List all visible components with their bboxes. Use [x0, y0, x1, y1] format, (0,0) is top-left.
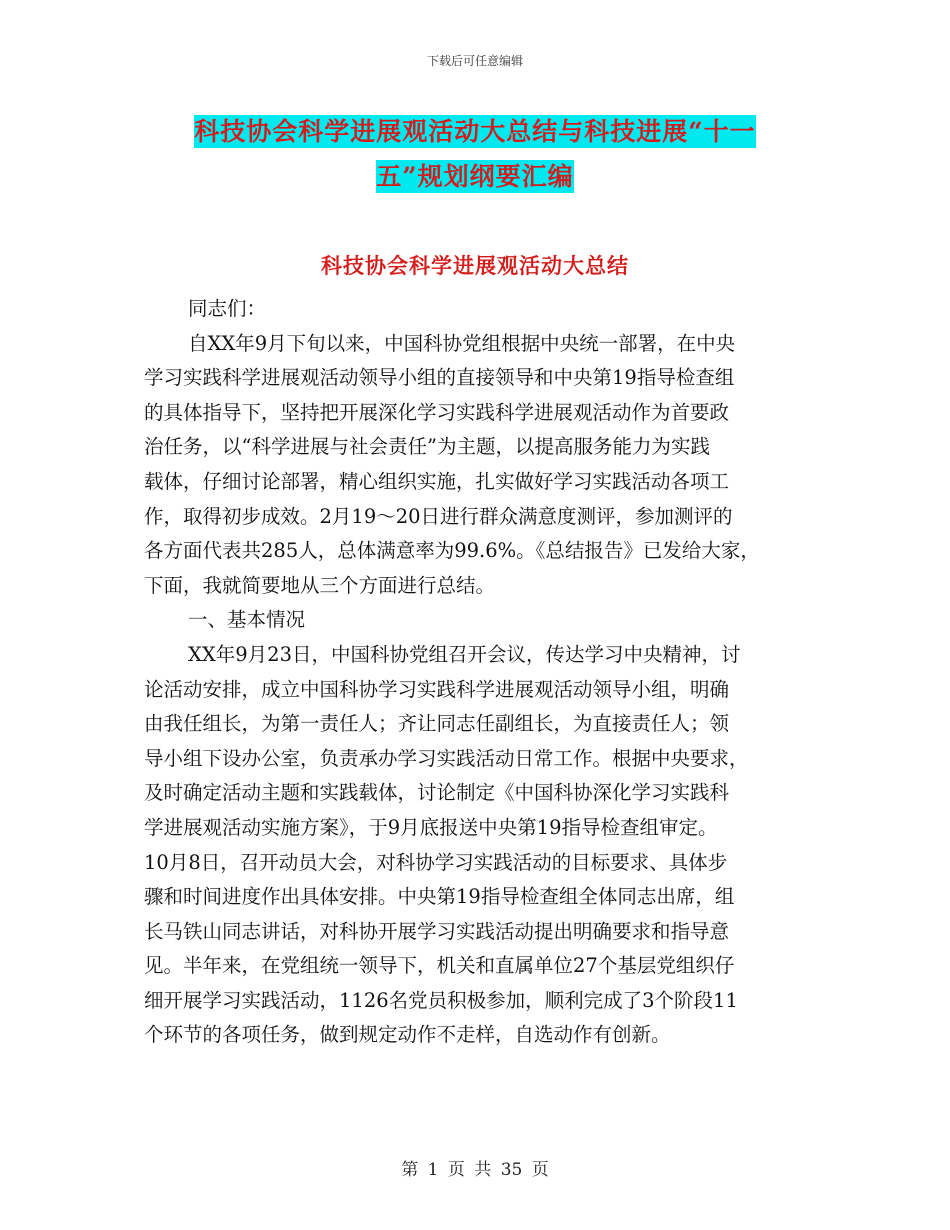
paragraph-line: 骤和时间进度作出具体安排。中央第19指导检查组全体同志出席，组	[144, 885, 735, 909]
paragraph-line: 论活动安排，成立中国科协学习实践科学进展观活动领导小组，明确	[144, 677, 730, 701]
paragraph-line: 下面，我就简要地从三个方面进行总结。	[144, 573, 496, 597]
paragraph-line: 同志们：	[188, 297, 267, 320]
main-title-line-1	[0, 112, 950, 148]
main-title-line-1-text: 科技协会科学进展观活动大总结与科技进展“十一	[194, 117, 756, 146]
main-title-line-2	[0, 157, 950, 193]
paragraph-line: 导小组下设办公室，负责承办学习实践活动日常工作。根据中央要求，	[144, 746, 749, 770]
paragraph-line: 一、基本情况	[188, 608, 306, 632]
section-title: 科技协会科学进展观活动大总结	[321, 253, 629, 278]
paragraph-line: 10月8日，召开动员大会，对科协学习实践活动的目标要求、具体步	[144, 850, 728, 874]
paragraph-line: 细开展学习实践活动，1126名党员积极参加，顺利完成了3个阶段11	[144, 988, 738, 1012]
paragraph-line: XX年9月23日，中国科协党组召开会议，传达学习中央精神，讨	[188, 642, 741, 666]
paragraph-line: 载体，仔细讨论部署，精心组织实施，扎实做好学习实践活动各项工	[144, 469, 730, 493]
paragraph-line: 及时确定活动主题和实践载体，讨论制定《中国科协深化学习实践科	[144, 781, 730, 805]
paragraph-line: 治任务，以“科学进展与社会责任”为主题，以提高服务能力为实践	[144, 435, 710, 459]
paragraph-line: 各方面代表共285人，总体满意率为99.6%。《总结报告》已发给大家，	[144, 539, 760, 563]
paragraph-line: 见。半年来，在党组统一领导下，机关和直属单位27个基层党组织仔	[144, 954, 735, 978]
page-number-footer: 第 1 页 共 35 页	[401, 1160, 549, 1180]
main-title-line-2-text: 五”规划纲要汇编	[376, 162, 574, 191]
paragraph-line: 学进展观活动实施方案》，于9月底报送中央第19指导检查组审定。	[144, 815, 718, 839]
paragraph-line: 由我任组长，为第一责任人；齐让同志任副组长，为直接责任人；领	[144, 712, 730, 736]
body-text	[144, 292, 834, 1053]
paragraph-line: 长马铁山同志讲话，对科协开展学习实践活动提出明确要求和指导意	[144, 919, 730, 943]
paragraph-line: 学习实践科学进展观活动领导小组的直接领导和中央第19指导检查组	[144, 366, 735, 390]
header-note: 下载后可任意编辑	[426, 54, 523, 68]
paragraph-line: 自XX年9月下旬以来，中国科协党组根据中央统一部署，在中央	[188, 331, 736, 355]
paragraph-line: 个环节的各项任务，做到规定动作不走样，自选动作有创新。	[144, 1023, 671, 1047]
paragraph-line: 作，取得初步成效。2月19～20日进行群众满意度测评，参加测评的	[144, 504, 733, 528]
paragraph-line: 的具体指导下，坚持把开展深化学习实践科学进展观活动作为首要政	[144, 400, 730, 424]
